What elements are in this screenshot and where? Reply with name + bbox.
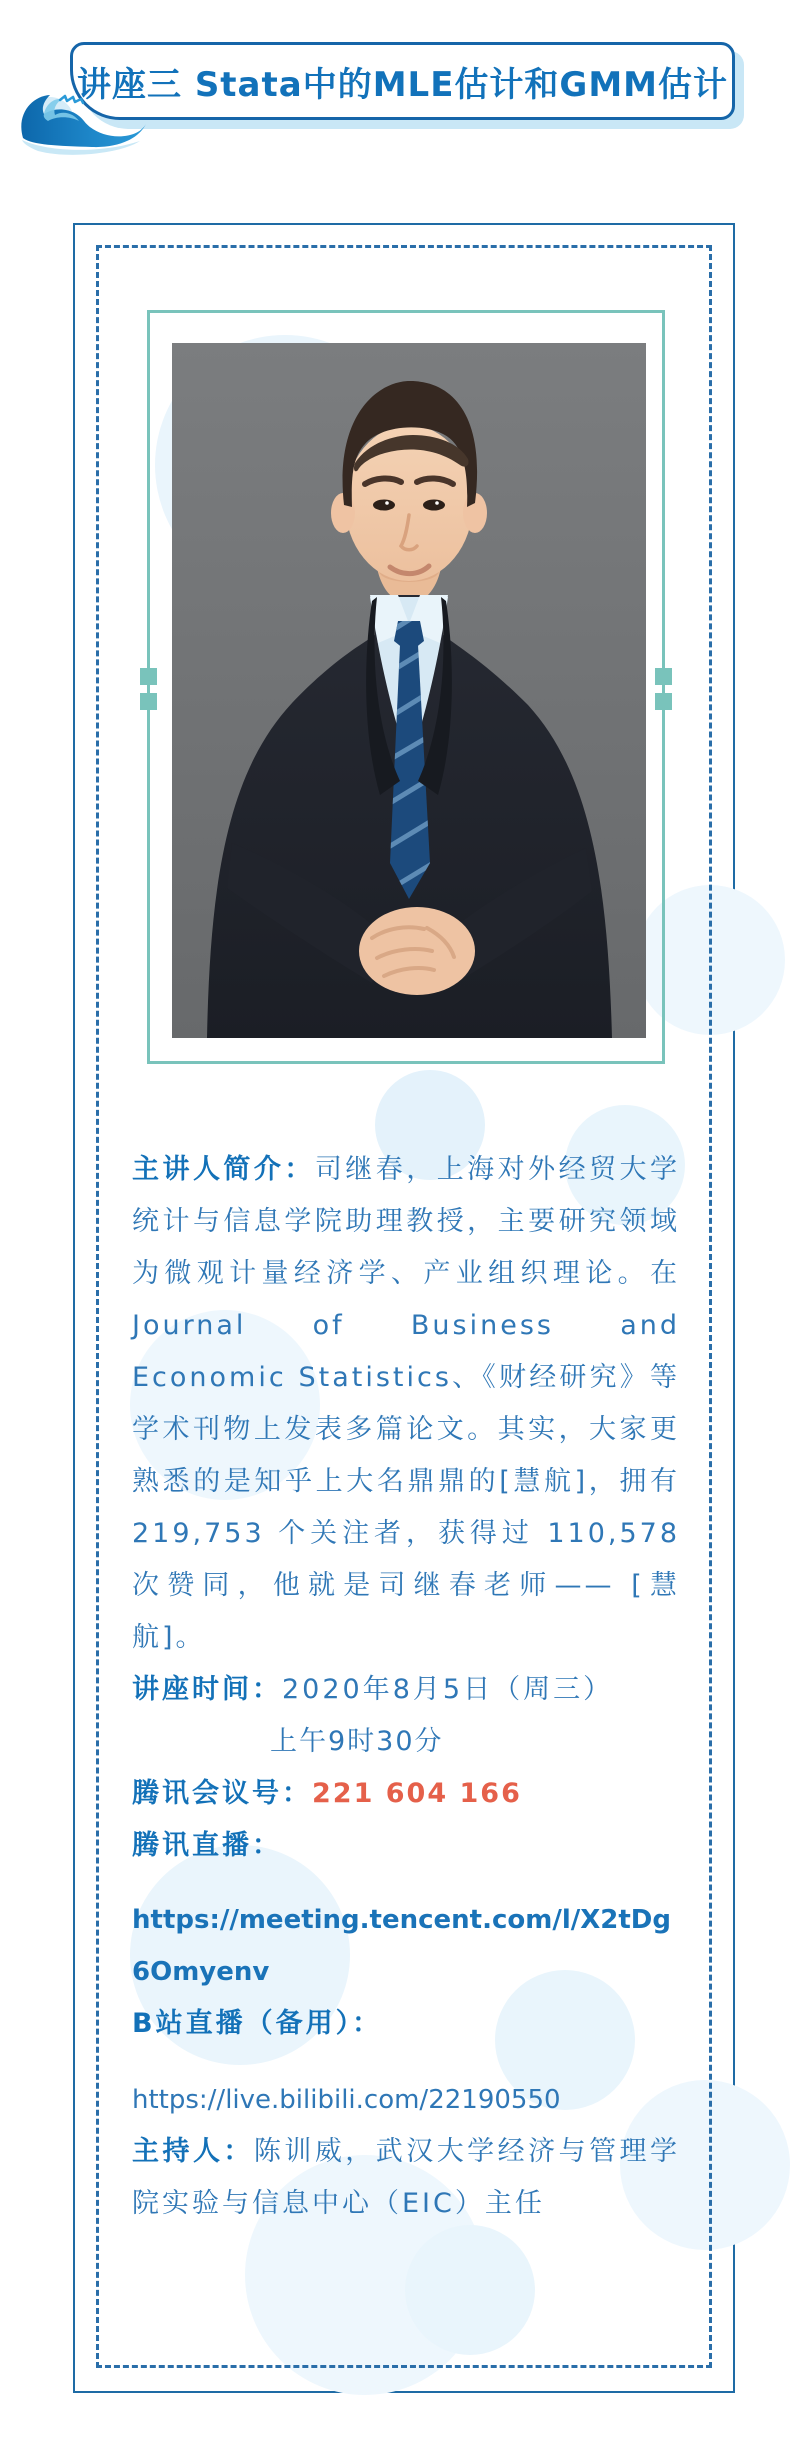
teal-square-decoration [655, 693, 672, 710]
meeting-id-number: 221 604 166 [312, 1778, 522, 1809]
tencent-live-label: 腾讯直播： [132, 1830, 282, 1861]
speaker-portrait-illustration [172, 343, 646, 1038]
host-text: 陈训威，武汉大学经济与管理学院实验与信息中心（EIC）主任 [132, 2136, 681, 2219]
lecture-date-value: 2020年8月5日（周三） [282, 1674, 614, 1705]
tencent-live-url-link[interactable]: https://meeting.tencent.com/l/X2tDg6Omyenv [132, 1905, 672, 1987]
lecture-hour-line: 上午9时30分 [270, 1726, 444, 1757]
header-banner [70, 42, 735, 120]
bubble-decoration [405, 2225, 535, 2355]
wave-icon-svg [8, 88, 148, 160]
teal-square-decoration [655, 668, 672, 685]
lecture-time-line [132, 1664, 680, 1716]
bilibili-live-line [132, 1998, 680, 2050]
host-label: 主持人： [132, 2136, 254, 2167]
lecture-details [132, 1144, 680, 2230]
host-paragraph [132, 2126, 680, 2230]
speaker-intro-paragraph [132, 1144, 680, 1664]
teal-square-decoration [140, 668, 157, 685]
page-title: 讲座三 Stata中的MLE估计和GMM估计 [76, 64, 729, 105]
bilibili-live-url-link[interactable]: https://live.bilibili.com/22190550 [132, 2085, 561, 2115]
meeting-id-label: 腾讯会议号： [132, 1778, 312, 1809]
speaker-intro-label: 主讲人简介： [132, 1154, 315, 1185]
meeting-id-line [132, 1768, 680, 1820]
teal-square-decoration [140, 693, 157, 710]
bilibili-live-label: B站直播（备用）： [132, 2008, 383, 2039]
speaker-photo [172, 343, 646, 1038]
speaker-intro-text: 司继春，上海对外经贸大学统计与信息学院助理教授，主要研究领域为微观计量经济学、产业组织理论。在 Journal of Business and Economic Statistics、《财经研究》等学术刊物上发表多篇论文。其实，大家更熟悉的是知乎上大名鼎鼎的[慧航]，拥有 219,753 个关注者，获得过 110,578 次赞同，他就是司继春老师—— [慧航]。 [132, 1154, 681, 1653]
lecture-time-label: 讲座时间： [132, 1674, 282, 1705]
tencent-live-line [132, 1820, 680, 1872]
lecture-info-card [73, 223, 735, 2393]
wave-icon [8, 88, 148, 160]
